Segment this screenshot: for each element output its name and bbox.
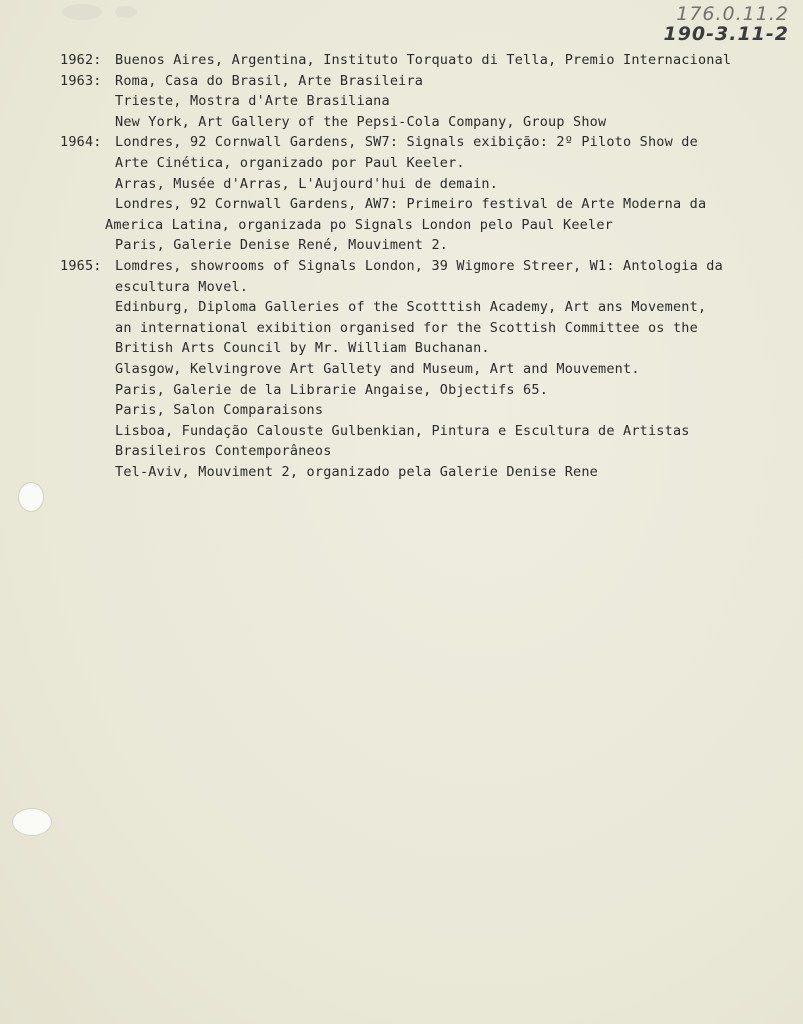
entry-line: Arte Cinética, organizado por Paul Keeler.: [115, 154, 465, 171]
entry-year: 1962:: [60, 52, 102, 68]
entry-line: Brasileiros Contemporâneos: [115, 443, 332, 460]
entry-line: Buenos Aires, Argentina, Instituto Torquato di Tella, Premio Internacional: [115, 52, 732, 68]
reference-number-top: 176.0.11.2: [676, 3, 789, 25]
entry-line: Paris, Galerie Denise René, Mouviment 2.: [115, 237, 449, 254]
punch-hole-top: [18, 482, 44, 512]
entry-1964: [60, 132, 795, 256]
entry-1965: [60, 256, 795, 483]
entry-line: Londres, 92 Cornwall Gardens, AW7: Primeiro festival de Arte Moderna da: [115, 196, 707, 213]
entry-line: Tel-Aviv, Mouviment 2, organizado pela Galerie Denise Rene: [115, 463, 599, 480]
archive-reference: [663, 4, 789, 44]
reference-number-bottom: 190-3.11-2: [663, 23, 789, 45]
entry-line: British Arts Council by Mr. William Buchanan.: [115, 340, 490, 357]
entry-1962: [60, 50, 795, 71]
ink-smudge: [62, 4, 102, 20]
entry-line: Lomdres, showrooms of Signals London, 39 Wigmore Streer, W1: Antologia da: [115, 257, 723, 274]
entry-line: Paris, Galerie de la Librarie Angaise, Objectifs 65.: [115, 381, 549, 398]
entry-year: 1963:: [60, 72, 102, 89]
entry-line: Glasgow, Kelvingrove Art Gallety and Museum, Art and Mouvement.: [115, 360, 640, 377]
entry-1963: [60, 71, 795, 133]
punch-hole-bottom: [12, 808, 52, 836]
entry-line: Trieste, Mostra d'Arte Brasiliana: [115, 93, 390, 110]
entry-line: Londres, 92 Cornwall Gardens, SW7: Signals exibição: 2º Piloto Show de: [115, 134, 698, 151]
entry-line: Paris, Salon Comparaisons: [115, 402, 324, 419]
entry-line: America Latina, organizada po Signals London pelo Paul Keeler: [105, 216, 613, 233]
entry-line: New York, Art Gallery of the Pepsi-Cola Company, Group Show: [115, 113, 607, 130]
entry-line: an international exibition organised for the Scottish Committee os the: [115, 319, 698, 336]
exhibition-list: [60, 50, 795, 482]
entry-line: escultura Movel.: [115, 278, 249, 295]
entry-year: 1964:: [60, 134, 102, 151]
entry-line: Roma, Casa do Brasil, Arte Brasileira: [115, 72, 424, 89]
entry-year: 1965:: [60, 257, 102, 274]
ink-smudge: [115, 6, 137, 18]
entry-line: Arras, Musée d'Arras, L'Aujourd'hui de demain.: [115, 175, 499, 192]
entry-line: Edinburg, Diploma Galleries of the Scotttish Academy, Art ans Movement,: [115, 299, 707, 316]
entry-line: Lisboa, Fundação Calouste Gulbenkian, Pintura e Escultura de Artistas: [115, 422, 690, 439]
